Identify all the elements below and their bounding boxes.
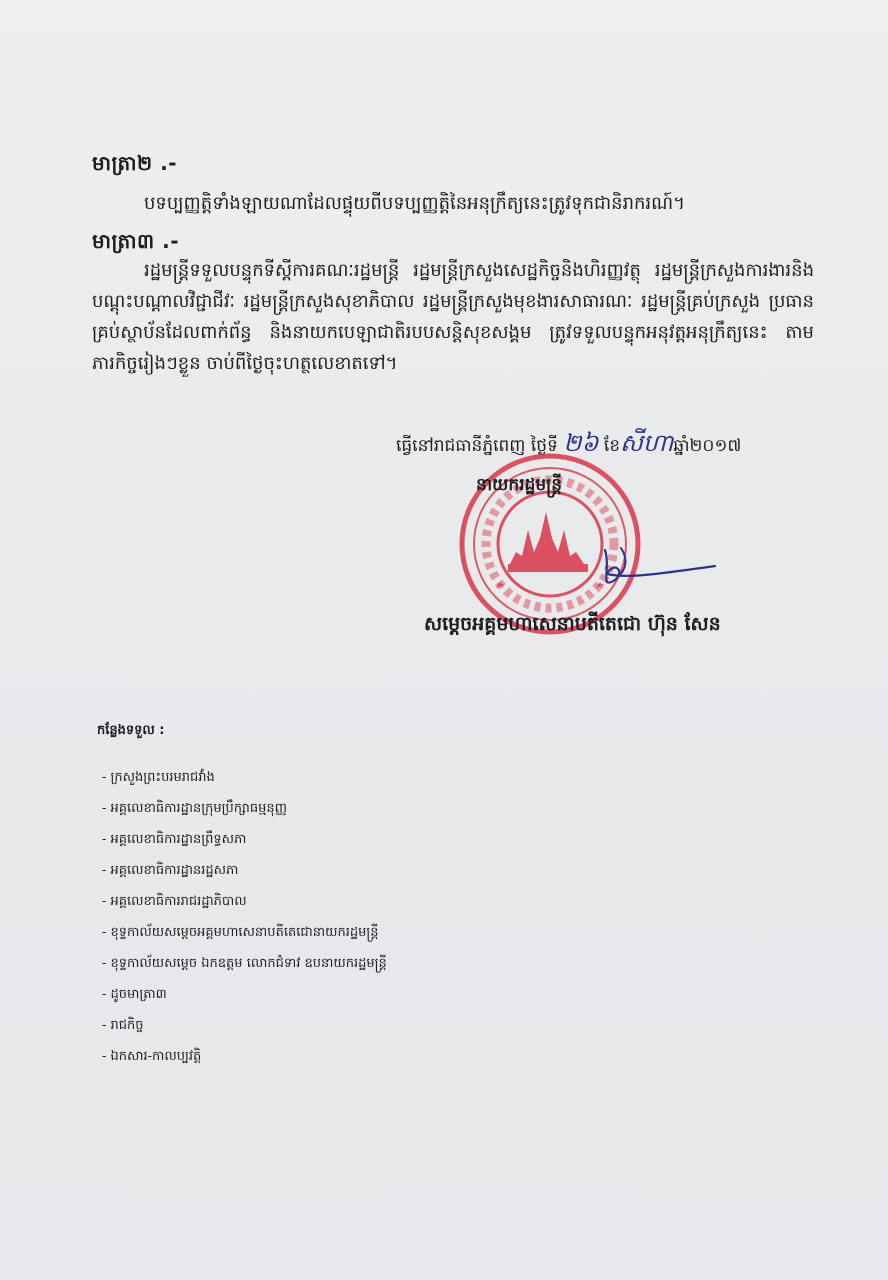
article-3-heading: មាត្រា៣ .- (92, 229, 179, 253)
article-3-body: រដ្ឋមន្ត្រីទទួលបន្ទុកទីស្តីការគណៈរដ្ឋមន្ត្រី រដ្ឋមន្ត្រីក្រសួងសេដ្ឋកិច្ចនិងហិរញ្ញវត្ថុ រដ្ឋមន្ត្រីក្រសួងការងារនិងបណ្តុះបណ្តាលវិជ្ជាជីវៈ រដ្ឋមន្ត្រីក្រសួងសុខាភិបាល រដ្ឋមន្ត្រីក្រសួងមុខងារសាធារណៈ រដ្ឋមន្ត្រីគ្រប់ក្រសួង ប្រធានគ្រប់ស្ថាប័នដែលពាក់ព័ន្ធ និងនាយកបេឡាជាតិរបបសន្តិសុខសង្គម ត្រូវទទួលបន្ទុកអនុវត្តអនុក្រឹត្យនេះ តាមភារកិច្ចរៀងៗខ្លួន ចាប់ពីថ្ងៃចុះហត្ថលេខាតទៅ។ (92, 260, 814, 374)
list-item: - ខុទ្ទកាល័យសម្តេច ឯកឧត្តម លោកជំទាវ ឧបនាយករដ្ឋមន្ត្រី (102, 956, 387, 971)
article-2-heading: មាត្រា២ .- (92, 151, 178, 175)
list-item: - ក្រសួងព្រះបរមរាជវាំង (102, 770, 215, 785)
date-month-prefix: ខែ (603, 436, 621, 456)
list-item: - ដូចមាត្រា៣ (102, 987, 167, 1002)
recipients-heading: កន្លែងទទួល : (97, 723, 165, 738)
list-item: - ខុទ្ទកាល័យសម្តេចអគ្គមហាសេនាបតីតេជោនាយករដ្ឋមន្ត្រី (102, 925, 379, 940)
date-month-handwritten: សីហា (620, 429, 674, 457)
list-item: - ឯកសារ-កាលប្បវត្តិ (102, 1049, 202, 1064)
date-year: ឆ្នាំ២០១៧ (673, 436, 742, 456)
recipients-list (102, 768, 387, 1078)
date-day-handwritten: ២៦ (563, 429, 599, 457)
list-item: - អគ្គលេខាធិការដ្ឋានក្រុមប្រឹក្សាធម្មនុញ្ញ (102, 801, 287, 816)
prime-minister-title: នាយករដ្ឋមន្ត្រី (476, 475, 562, 495)
date-place-prefix: ធ្វើនៅរាជធានីភ្នំពេញ ថ្ងៃទី (396, 436, 558, 456)
list-item: - អគ្គលេខាធិការរាជរដ្ឋាភិបាល (102, 894, 247, 909)
article-2-body: បទប្បញ្ញត្តិទាំងឡាយណាដែលផ្ទុយពីបទប្បញ្ញត្តិនៃអនុក្រឹត្យនេះត្រូវទុកជានិរាករណ៍។ (144, 193, 685, 214)
handwritten-signature (585, 540, 725, 600)
list-item: - អគ្គលេខាធិការដ្ឋានព្រឹទ្ធសភា (102, 832, 247, 847)
list-item: - រាជកិច្ច (102, 1018, 144, 1033)
list-item: - អគ្គលេខាធិការដ្ឋានរដ្ឋសភា (102, 863, 239, 878)
signer-name: សម្តេចអគ្គមហាសេនាបតីតេជោ ហ៊ុន សែន (424, 613, 721, 635)
